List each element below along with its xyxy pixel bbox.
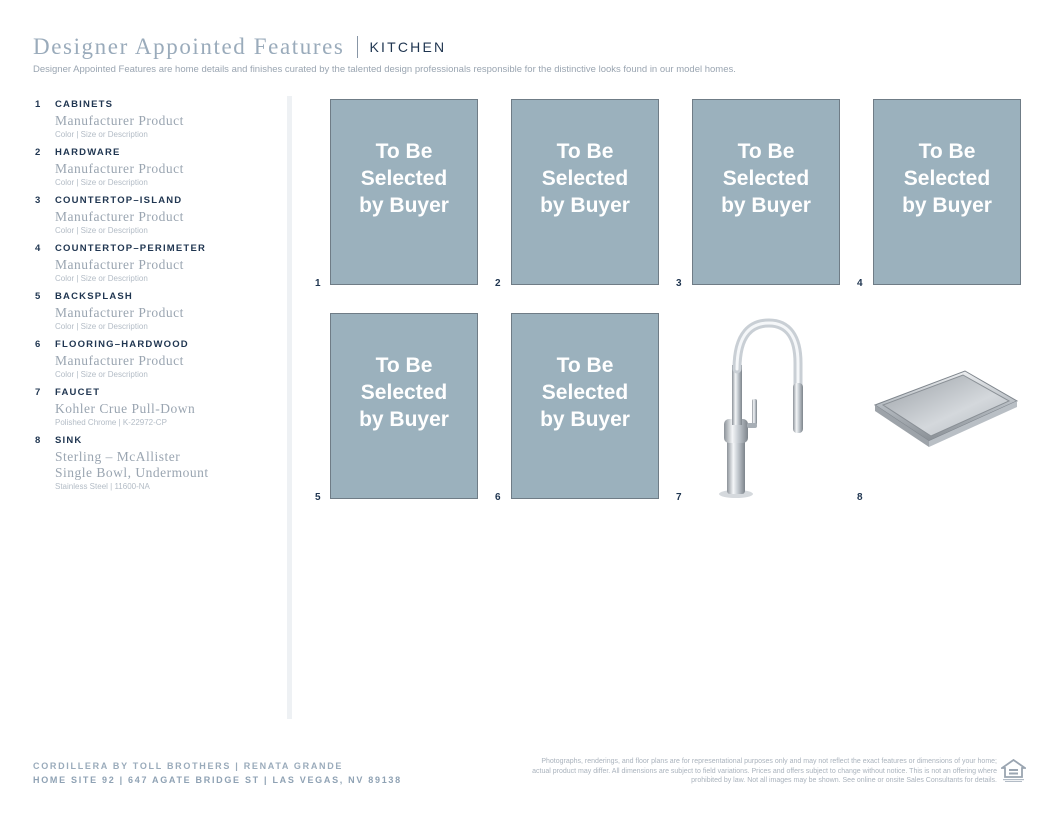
feature-tile-3 — [692, 99, 840, 285]
feature-item-backsplash — [35, 291, 275, 331]
item-number: 6 — [35, 339, 42, 350]
feature-tile-4 — [873, 99, 1021, 285]
tile-number: 2 — [495, 278, 501, 289]
item-description: Color | Size or Description — [55, 178, 148, 187]
item-description: Stainless Steel | 11600-NA — [55, 482, 150, 491]
item-product: Sterling – McAllister Single Bowl, Undermount — [55, 449, 209, 480]
tile-number: 1 — [315, 278, 321, 289]
item-number: 4 — [35, 243, 42, 254]
placeholder-text: To Be Selected by Buyer — [359, 139, 449, 217]
faucet-image — [692, 313, 840, 499]
item-number: 8 — [35, 435, 42, 446]
placeholder-box — [511, 313, 659, 499]
column-divider — [287, 96, 292, 719]
page-header — [33, 34, 736, 75]
equal-housing-opportunity-icon — [1001, 759, 1026, 783]
item-product: Kohler Crue Pull-Down — [55, 401, 196, 416]
item-category: FLOORING–HARDWOOD — [55, 339, 189, 350]
item-product: Manufacturer Product — [55, 161, 184, 176]
legal-disclaimer: Photographs, renderings, and floor plans are for representational purposes only and may not reflect the exact features or dimensions of your home; actual product may differ. All dimensions are subject to field variations. Prices and offers subject to change without notice. This is not an offering where prohibited by law. Not all images may be shown. See online or onsite Sales Consultants for details. — [532, 758, 997, 784]
footer-address — [33, 759, 402, 787]
feature-item-countertop-island — [35, 195, 275, 235]
item-description: Color | Size or Description — [55, 226, 148, 235]
item-description: Color | Size or Description — [55, 322, 148, 331]
placeholder-box — [330, 99, 478, 285]
feature-tile-8 — [873, 313, 1021, 499]
feature-list — [35, 99, 275, 499]
tile-number: 8 — [857, 492, 863, 503]
item-category: FAUCET — [55, 387, 101, 398]
item-number: 5 — [35, 291, 42, 302]
feature-item-faucet — [35, 387, 275, 427]
homesite-line: HOME SITE 92 | 647 AGATE BRIDGE ST | LAS VEGAS, NV 89138 — [33, 775, 402, 785]
item-category: COUNTERTOP–ISLAND — [55, 195, 183, 206]
section-title: KITCHEN — [369, 39, 447, 55]
item-description: Color | Size or Description — [55, 274, 148, 283]
page-subtitle: Designer Appointed Features are home details and finishes curated by the talented design professionals responsible for the distinctive looks found in our model homes. — [33, 64, 736, 75]
item-category: HARDWARE — [55, 147, 121, 158]
placeholder-box — [511, 99, 659, 285]
community-line: CORDILLERA BY TOLL BROTHERS | RENATA GRANDE — [33, 761, 344, 771]
feature-item-hardware — [35, 147, 275, 187]
placeholder-text: To Be Selected by Buyer — [359, 353, 449, 431]
tile-number: 4 — [857, 278, 863, 289]
item-product: Manufacturer Product — [55, 305, 184, 320]
item-category: CABINETS — [55, 99, 114, 110]
placeholder-box — [330, 313, 478, 499]
item-category: SINK — [55, 435, 83, 446]
tile-number: 7 — [676, 492, 682, 503]
tile-number: 6 — [495, 492, 501, 503]
sink-image — [873, 313, 1021, 499]
placeholder-box — [873, 99, 1021, 285]
item-number: 2 — [35, 147, 42, 158]
placeholder-text: To Be Selected by Buyer — [902, 139, 992, 217]
item-product: Manufacturer Product — [55, 353, 184, 368]
feature-tile-2 — [511, 99, 659, 285]
item-category: BACKSPLASH — [55, 291, 133, 302]
item-product: Manufacturer Product — [55, 113, 184, 128]
feature-tile-6 — [511, 313, 659, 499]
item-category: COUNTERTOP–PERIMETER — [55, 243, 207, 254]
item-product: Manufacturer Product — [55, 209, 184, 224]
feature-item-flooring-hardwood — [35, 339, 275, 379]
feature-item-countertop-perimeter — [35, 243, 275, 283]
item-number: 7 — [35, 387, 42, 398]
item-number: 1 — [35, 99, 42, 110]
tile-number: 3 — [676, 278, 682, 289]
item-description: Color | Size or Description — [55, 130, 148, 139]
feature-tile-5 — [330, 313, 478, 499]
item-product: Manufacturer Product — [55, 257, 184, 272]
feature-item-cabinets — [35, 99, 275, 139]
placeholder-box — [692, 99, 840, 285]
placeholder-text: To Be Selected by Buyer — [540, 139, 630, 217]
item-description: Polished Chrome | K-22972-CP — [55, 418, 167, 427]
tile-number: 5 — [315, 492, 321, 503]
title-row — [33, 34, 736, 60]
placeholder-text: To Be Selected by Buyer — [540, 353, 630, 431]
item-description: Color | Size or Description — [55, 370, 148, 379]
feature-item-sink — [35, 435, 275, 491]
item-number: 3 — [35, 195, 42, 206]
feature-tile-7 — [692, 313, 840, 499]
feature-tile-1 — [330, 99, 478, 285]
title-divider — [357, 36, 358, 58]
placeholder-text: To Be Selected by Buyer — [721, 139, 811, 217]
page-title: Designer Appointed Features — [33, 34, 345, 59]
